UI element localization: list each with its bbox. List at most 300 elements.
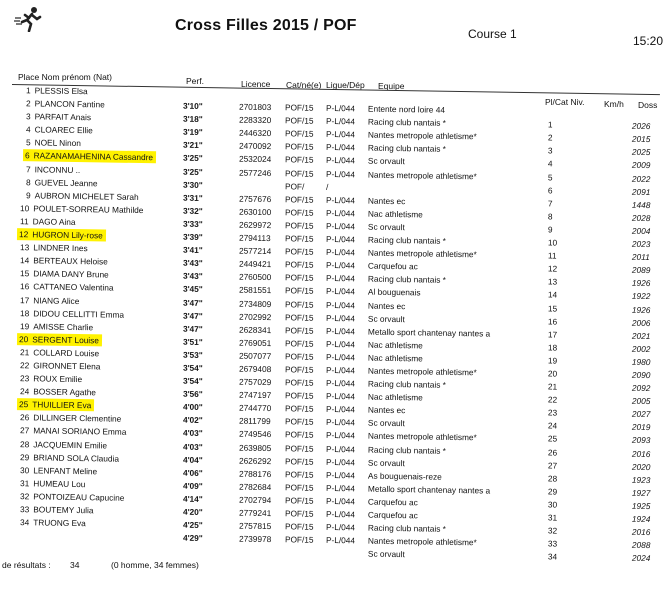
club-cell: Racing club nantais * bbox=[367, 273, 447, 286]
licence-cell: 2581551 bbox=[238, 284, 272, 296]
club-cell: Metallo sport chantenay nantes a bbox=[367, 483, 491, 496]
name-cell bbox=[20, 452, 119, 464]
ligue-cell: P-L/044 bbox=[325, 129, 356, 140]
name-cell bbox=[20, 295, 79, 306]
name-cell bbox=[26, 190, 139, 202]
ligue-cell: P-L/044 bbox=[325, 168, 356, 179]
athlete-name: THUILLIER Eva bbox=[32, 399, 92, 411]
perf-cell: 4'25" bbox=[182, 519, 203, 531]
name-cell bbox=[20, 282, 114, 293]
cat-cell: POF/15 bbox=[284, 482, 314, 493]
doss-cell: 2016 bbox=[631, 448, 651, 459]
licence-cell: 2449421 bbox=[238, 258, 272, 270]
licence-cell: 2679408 bbox=[238, 363, 272, 375]
name-cell bbox=[20, 321, 93, 332]
club-cell: Sc orvault bbox=[367, 221, 405, 233]
cat-cell: POF/15 bbox=[284, 233, 314, 244]
ligue-cell: P-L/044 bbox=[325, 391, 356, 402]
athlete-name: DAGO Aina bbox=[32, 216, 76, 227]
place-number: 13 bbox=[19, 242, 30, 253]
athlete-name: INCONNU .. bbox=[34, 163, 81, 175]
doss-cell: 2090 bbox=[631, 369, 651, 380]
doss-cell: 2011 bbox=[631, 251, 650, 263]
athlete-name: BERTEAUX Heloise bbox=[33, 255, 108, 267]
pl-cat-cell: 14 bbox=[547, 289, 558, 300]
athlete-name: CLOAREC Ellie bbox=[34, 124, 93, 136]
col-header-place-name: Place Nom prénom (Nat) bbox=[18, 72, 113, 82]
doss-cell: 2004 bbox=[631, 225, 651, 236]
perf-cell: 3'51" bbox=[182, 336, 203, 347]
athlete-name: GIRONNET Elena bbox=[33, 360, 101, 372]
place-number: 9 bbox=[25, 189, 31, 201]
name-cell bbox=[20, 465, 97, 476]
cat-cell: POF/15 bbox=[284, 416, 314, 428]
pl-cat-cell: 8 bbox=[547, 211, 553, 222]
ligue-cell: P-L/044 bbox=[325, 535, 356, 546]
club-cell: Racing club nantais * bbox=[367, 116, 447, 129]
athlete-name: DIAMA DANY Brune bbox=[33, 268, 109, 280]
athlete-name: MANAI SORIANO Emma bbox=[33, 425, 127, 438]
cat-cell: POF/15 bbox=[284, 141, 314, 153]
perf-cell: 3'45" bbox=[182, 284, 203, 295]
ligue-cell: P-L/044 bbox=[325, 247, 356, 258]
pl-cat-cell: 27 bbox=[547, 460, 558, 471]
col-header-licence: Licence bbox=[241, 79, 271, 89]
licence-cell: 2782684 bbox=[238, 481, 272, 492]
place-number: 30 bbox=[19, 464, 30, 475]
licence-cell: 2532024 bbox=[238, 154, 272, 165]
cat-cell: POF/15 bbox=[284, 115, 314, 126]
ligue-cell: P-L/044 bbox=[325, 508, 356, 520]
doss-cell: 2091 bbox=[631, 186, 651, 197]
doss-cell: 2019 bbox=[631, 422, 651, 433]
club-cell: Racing club nantais * bbox=[367, 444, 447, 456]
athlete-name: RAZANAMAHENINA Cassandre bbox=[33, 150, 154, 163]
perf-cell: 4'00" bbox=[182, 401, 203, 413]
pl-cat-cell: 13 bbox=[547, 276, 558, 287]
licence-cell: 2757029 bbox=[238, 376, 272, 388]
name-cell bbox=[20, 334, 102, 345]
results-breakdown: (0 homme, 34 femmes) bbox=[111, 560, 199, 570]
perf-cell: 3'19" bbox=[182, 126, 203, 138]
athlete-name: PLANCON Fantine bbox=[34, 98, 105, 110]
doss-cell: 2024 bbox=[631, 553, 651, 564]
place-number: 25 bbox=[18, 399, 29, 410]
licence-cell: 2788176 bbox=[238, 468, 272, 479]
name-cell bbox=[20, 360, 101, 371]
cat-cell: POF/15 bbox=[284, 246, 314, 257]
perf-cell: 4'06" bbox=[182, 467, 203, 478]
place-number: 22 bbox=[19, 360, 30, 371]
pl-cat-cell: 18 bbox=[547, 342, 558, 353]
ligue-cell: P-L/044 bbox=[325, 312, 356, 323]
ligue-cell: P-L/044 bbox=[325, 103, 356, 114]
doss-cell: 1924 bbox=[631, 513, 651, 525]
time-label: 15:20 bbox=[633, 34, 664, 48]
name-cell bbox=[20, 373, 82, 384]
perf-cell: 3'54" bbox=[182, 362, 203, 373]
licence-cell: 2577214 bbox=[238, 245, 272, 257]
ligue-cell: P-L/044 bbox=[325, 351, 356, 363]
athlete-name: ROUX Emilie bbox=[33, 373, 83, 385]
pl-cat-cell: 10 bbox=[547, 237, 558, 248]
perf-cell: 4'04" bbox=[182, 454, 203, 465]
club-cell: Nac athletisme bbox=[367, 352, 423, 364]
doss-cell: 2026 bbox=[631, 120, 651, 132]
place-number: 16 bbox=[19, 281, 30, 292]
athlete-name: NOEL Ninon bbox=[34, 137, 82, 149]
pl-cat-cell: 21 bbox=[547, 381, 558, 392]
cat-cell: POF/15 bbox=[284, 364, 314, 375]
doss-cell: 2022 bbox=[631, 173, 651, 184]
doss-cell: 2006 bbox=[631, 317, 651, 328]
club-cell: Racing club nantais * bbox=[367, 378, 447, 390]
pl-cat-cell: 19 bbox=[547, 355, 558, 366]
doss-cell: 1925 bbox=[631, 500, 651, 511]
name-cell bbox=[26, 125, 93, 136]
licence-cell: 2757815 bbox=[238, 520, 272, 532]
doss-cell: 1980 bbox=[631, 356, 651, 367]
place-number: 29 bbox=[19, 451, 30, 462]
doss-cell: 2023 bbox=[631, 238, 651, 250]
licence-cell: 2747197 bbox=[238, 389, 272, 401]
perf-cell: 4'14" bbox=[182, 493, 203, 504]
place-number: 8 bbox=[25, 176, 31, 187]
perf-cell: 3'33" bbox=[182, 218, 203, 229]
results-table bbox=[0, 85, 669, 564]
athlete-name: BRIAND SOLA Claudia bbox=[33, 451, 120, 464]
perf-cell: 3'43" bbox=[182, 270, 203, 282]
cat-cell: POF/ bbox=[284, 180, 305, 192]
doss-cell: 1927 bbox=[631, 487, 651, 498]
doss-cell: 1926 bbox=[631, 304, 651, 315]
club-cell: Sc orvault bbox=[367, 457, 405, 468]
licence-cell: 2470092 bbox=[238, 140, 272, 152]
athlete-name: DIDOU CELLITTI Emma bbox=[33, 307, 125, 320]
cat-cell: POF/15 bbox=[284, 220, 314, 231]
cat-cell: POF/15 bbox=[284, 338, 314, 349]
perf-cell: 3'25" bbox=[182, 166, 203, 177]
pl-cat-cell: 11 bbox=[547, 250, 557, 261]
pl-cat-cell: 28 bbox=[547, 473, 558, 484]
place-number: 12 bbox=[18, 229, 29, 240]
athlete-name: AMISSE Charlie bbox=[33, 321, 94, 332]
place-number: 19 bbox=[19, 320, 30, 331]
pl-cat-cell: 20 bbox=[547, 368, 558, 379]
ligue-cell: P-L/044 bbox=[325, 522, 356, 533]
place-number: 6 bbox=[24, 150, 30, 161]
pl-cat-cell: 34 bbox=[547, 551, 558, 562]
licence-cell: 2811799 bbox=[238, 415, 271, 427]
pl-cat-cell: 23 bbox=[547, 407, 558, 418]
cat-cell: POF/15 bbox=[284, 285, 314, 297]
perf-cell: 3'18" bbox=[182, 113, 203, 125]
doss-cell: 2093 bbox=[631, 435, 651, 446]
licence-cell: 2446320 bbox=[238, 127, 272, 139]
ligue-cell: P-L/044 bbox=[325, 377, 356, 389]
athlete-name: TRUONG Eva bbox=[33, 517, 86, 529]
pl-cat-cell: 3 bbox=[547, 145, 553, 156]
place-number: 26 bbox=[19, 412, 30, 423]
athlete-name: HUMEAU Lou bbox=[33, 478, 86, 489]
club-cell: Racing club nantais * bbox=[367, 522, 447, 534]
perf-cell: 4'03" bbox=[182, 441, 203, 452]
pl-cat-cell: 12 bbox=[547, 263, 558, 274]
cat-cell: POF/15 bbox=[284, 351, 314, 362]
ligue-cell: P-L/044 bbox=[325, 364, 356, 376]
perf-cell: 3'30" bbox=[182, 179, 203, 190]
athlete-name: AUBRON MICHELET Sarah bbox=[34, 190, 139, 202]
cat-cell: POF/15 bbox=[284, 154, 314, 166]
name-cell bbox=[26, 98, 105, 109]
pl-cat-cell: 7 bbox=[547, 198, 553, 209]
club-cell: Sc orvault bbox=[367, 156, 405, 167]
club-cell: Carquefou ac bbox=[367, 496, 418, 508]
place-number: 11 bbox=[19, 216, 29, 227]
club-cell: Nantes metropole athletisme* bbox=[367, 431, 477, 443]
place-number: 2 bbox=[25, 98, 31, 109]
club-cell: Nantes metropole athletisme* bbox=[367, 247, 477, 260]
club-cell: Carquefou ac bbox=[367, 260, 418, 272]
cat-cell: POF/15 bbox=[284, 167, 314, 179]
ligue-cell: P-L/044 bbox=[325, 469, 356, 481]
place-number: 7 bbox=[25, 163, 31, 174]
pl-cat-cell: 24 bbox=[547, 420, 558, 431]
doss-cell: 2020 bbox=[631, 461, 651, 472]
club-cell: Nac athletisme bbox=[367, 339, 423, 351]
perf-cell: 3'10" bbox=[182, 100, 203, 112]
athlete-name: JACQUEMIN Emilie bbox=[33, 438, 108, 451]
pl-cat-cell: 31 bbox=[547, 512, 558, 523]
club-cell: Sc orvault bbox=[367, 417, 405, 429]
athlete-name: COLLARD Louise bbox=[33, 347, 100, 359]
cat-cell: POF/15 bbox=[284, 429, 314, 441]
athlete-name: LENFANT Meline bbox=[33, 465, 98, 477]
athlete-name: CATTANEO Valentina bbox=[33, 281, 114, 293]
ligue-cell: P-L/044 bbox=[325, 116, 356, 127]
place-number: 28 bbox=[19, 438, 30, 449]
club-cell: Sc orvault bbox=[367, 548, 405, 560]
athlete-name: PONTOIZEAU Capucine bbox=[33, 491, 125, 503]
perf-cell: 4'29" bbox=[182, 532, 203, 544]
ligue-cell: P-L/044 bbox=[325, 286, 356, 297]
ligue-cell: P-L/044 bbox=[325, 456, 356, 468]
pl-cat-cell: 6 bbox=[547, 185, 553, 196]
doss-cell: 2028 bbox=[631, 212, 651, 223]
licence-cell: 2794113 bbox=[238, 232, 271, 244]
perf-cell: 4'20" bbox=[182, 506, 203, 517]
name-cell bbox=[20, 491, 125, 503]
ligue-cell: P-L/044 bbox=[325, 404, 356, 415]
ligue-cell: P-L/044 bbox=[325, 194, 356, 206]
col-header-doss: Doss bbox=[638, 100, 658, 110]
licence-cell: 2507077 bbox=[238, 350, 272, 361]
name-cell bbox=[26, 138, 81, 149]
doss-cell: 2016 bbox=[631, 526, 651, 538]
place-number: 24 bbox=[19, 386, 30, 397]
course-label: Course 1 bbox=[468, 27, 517, 41]
pl-cat-cell: 26 bbox=[547, 446, 558, 458]
doss-cell: 1926 bbox=[631, 278, 651, 289]
place-number: 10 bbox=[19, 202, 30, 214]
ligue-cell: P-L/044 bbox=[325, 482, 356, 494]
club-cell: Al bouguenais bbox=[367, 286, 421, 298]
licence-cell: 2760500 bbox=[238, 271, 272, 283]
place-number: 27 bbox=[19, 425, 30, 436]
cat-cell: POF/15 bbox=[284, 390, 314, 401]
doss-cell: 2005 bbox=[631, 395, 651, 407]
ligue-cell: P-L/044 bbox=[325, 430, 356, 441]
perf-cell: 3'32" bbox=[182, 205, 203, 216]
results-count: 34 bbox=[70, 560, 80, 570]
cat-cell: POF/15 bbox=[284, 128, 314, 140]
ligue-cell: P-L/044 bbox=[325, 142, 356, 153]
cat-cell: POF/15 bbox=[284, 442, 314, 454]
place-number: 1 bbox=[25, 85, 31, 96]
cat-cell: POF/15 bbox=[284, 298, 314, 310]
athlete-name: BOSSER Agathe bbox=[33, 386, 97, 398]
place-number: 21 bbox=[19, 347, 30, 358]
ligue-cell: P-L/044 bbox=[325, 443, 356, 454]
club-cell: Nac athletisme bbox=[367, 391, 423, 403]
name-cell bbox=[26, 164, 80, 175]
licence-cell: 2739978 bbox=[238, 533, 272, 545]
cat-cell: POF/15 bbox=[284, 194, 314, 205]
athlete-name: HUGRON Lily-rose bbox=[32, 229, 103, 241]
name-cell bbox=[20, 229, 106, 240]
licence-cell: 2702992 bbox=[238, 311, 272, 322]
perf-cell: 3'53" bbox=[182, 349, 203, 360]
name-cell bbox=[20, 543, 24, 553]
ligue-cell: P-L/044 bbox=[325, 260, 356, 271]
club-cell: Nantes metropole athletisme* bbox=[367, 129, 477, 142]
doss-cell: 1922 bbox=[631, 291, 651, 302]
name-cell bbox=[20, 530, 24, 540]
name-cell bbox=[20, 308, 124, 320]
name-cell bbox=[26, 85, 88, 96]
cat-cell: POF/15 bbox=[284, 311, 314, 323]
licence-cell: 2757676 bbox=[238, 193, 272, 204]
athlete-name: SERGENT Louise bbox=[32, 334, 100, 346]
doss-cell: 2021 bbox=[631, 330, 651, 341]
pl-cat-cell: 22 bbox=[547, 394, 558, 405]
col-header-cat: Cat/né(e) bbox=[286, 80, 322, 90]
cat-cell: POF/15 bbox=[284, 495, 314, 506]
name-cell bbox=[20, 242, 88, 253]
cat-cell: POF/15 bbox=[284, 259, 314, 270]
cat-cell: POF/15 bbox=[284, 534, 314, 545]
place-number: 34 bbox=[19, 517, 30, 528]
pl-cat-cell: 25 bbox=[547, 433, 558, 445]
licence-cell: 2577246 bbox=[238, 167, 272, 178]
doss-cell: 2009 bbox=[631, 160, 651, 171]
place-number: 20 bbox=[18, 333, 29, 345]
place-number: 14 bbox=[19, 255, 30, 266]
name-cell bbox=[26, 151, 156, 163]
club-cell: As bouguenais-reze bbox=[367, 470, 442, 482]
cat-cell: POF/15 bbox=[284, 102, 314, 113]
pl-cat-cell: 29 bbox=[547, 486, 558, 497]
ligue-cell: P-L/044 bbox=[325, 299, 356, 310]
doss-cell: 2025 bbox=[631, 147, 651, 158]
doss-cell: 2089 bbox=[631, 264, 651, 276]
place-number: 17 bbox=[19, 294, 30, 305]
perf-cell: 3'56" bbox=[182, 388, 203, 400]
perf-cell: 3'25" bbox=[182, 153, 203, 164]
licence-cell: 2628341 bbox=[238, 324, 272, 335]
name-cell bbox=[20, 386, 96, 397]
pl-cat-cell: 33 bbox=[547, 538, 558, 549]
perf-cell: 3'31" bbox=[182, 192, 203, 203]
licence-cell: 2779241 bbox=[238, 507, 272, 519]
licence-cell: 2749546 bbox=[238, 429, 272, 440]
doss-cell: 2027 bbox=[631, 408, 651, 420]
ligue-cell: P-L/044 bbox=[325, 207, 356, 219]
place-number: 5 bbox=[25, 137, 31, 148]
cat-cell: POF/15 bbox=[284, 469, 314, 480]
doss-cell: 2088 bbox=[631, 539, 651, 551]
pl-cat-cell: 32 bbox=[547, 525, 558, 536]
club-cell: Nantes metropole athletisme* bbox=[367, 169, 477, 181]
name-cell bbox=[20, 412, 121, 424]
pl-cat-cell: 9 bbox=[547, 224, 553, 235]
ligue-cell: / bbox=[325, 181, 329, 192]
perf-cell: 4'02" bbox=[182, 415, 203, 426]
athlete-name: PLESSIS Elsa bbox=[34, 85, 88, 97]
ligue-cell: P-L/044 bbox=[325, 338, 356, 350]
licence-cell: 2626292 bbox=[238, 455, 272, 466]
cat-cell: POF/15 bbox=[284, 324, 314, 336]
pl-cat-cell: 4 bbox=[547, 158, 553, 169]
licence-cell: 2629972 bbox=[238, 219, 272, 231]
col-header-perf: Perf. bbox=[186, 76, 204, 86]
pl-cat-cell: 1 bbox=[547, 119, 553, 130]
perf-cell: 3'43" bbox=[182, 257, 203, 269]
cat-cell: POF/15 bbox=[284, 508, 314, 519]
perf-cell: 4'09" bbox=[182, 480, 203, 491]
perf-cell: 4'03" bbox=[182, 428, 203, 439]
place-number: 3 bbox=[25, 111, 31, 122]
name-cell bbox=[20, 399, 94, 410]
perf-cell: 3'47" bbox=[182, 310, 203, 321]
ligue-cell: P-L/044 bbox=[325, 233, 356, 245]
results-count-label: de résultats : bbox=[2, 560, 51, 570]
place-number: 18 bbox=[19, 307, 30, 318]
ligue-cell: P-L/044 bbox=[325, 325, 356, 337]
cat-cell: POF/15 bbox=[284, 521, 314, 532]
pl-cat-cell: 5 bbox=[547, 171, 553, 183]
cat-cell: POF/15 bbox=[284, 272, 314, 284]
licence-cell: 2639805 bbox=[238, 442, 272, 453]
col-header-ligue: Ligue/Dép bbox=[326, 80, 365, 90]
club-cell: Nantes ec bbox=[367, 300, 406, 311]
club-cell: Nantes metropole athletisme* bbox=[367, 535, 477, 548]
club-cell: Racing club nantais * bbox=[367, 142, 447, 155]
name-cell bbox=[20, 439, 107, 450]
perf-cell: 3'39" bbox=[182, 231, 203, 243]
place-number: 33 bbox=[19, 504, 30, 515]
athlete-name: LINDNER Ines bbox=[33, 242, 88, 254]
ligue-cell: P-L/044 bbox=[325, 155, 356, 166]
club-cell: Racing club nantais * bbox=[367, 234, 447, 246]
doss-cell: 2002 bbox=[631, 343, 651, 354]
perf-cell: 3'47" bbox=[182, 297, 203, 308]
licence-cell: 2630100 bbox=[238, 206, 272, 217]
athlete-name: PARFAIT Anais bbox=[34, 111, 92, 123]
pl-cat-cell: 17 bbox=[547, 329, 558, 340]
name-cell bbox=[26, 177, 98, 188]
name-cell bbox=[20, 268, 109, 279]
